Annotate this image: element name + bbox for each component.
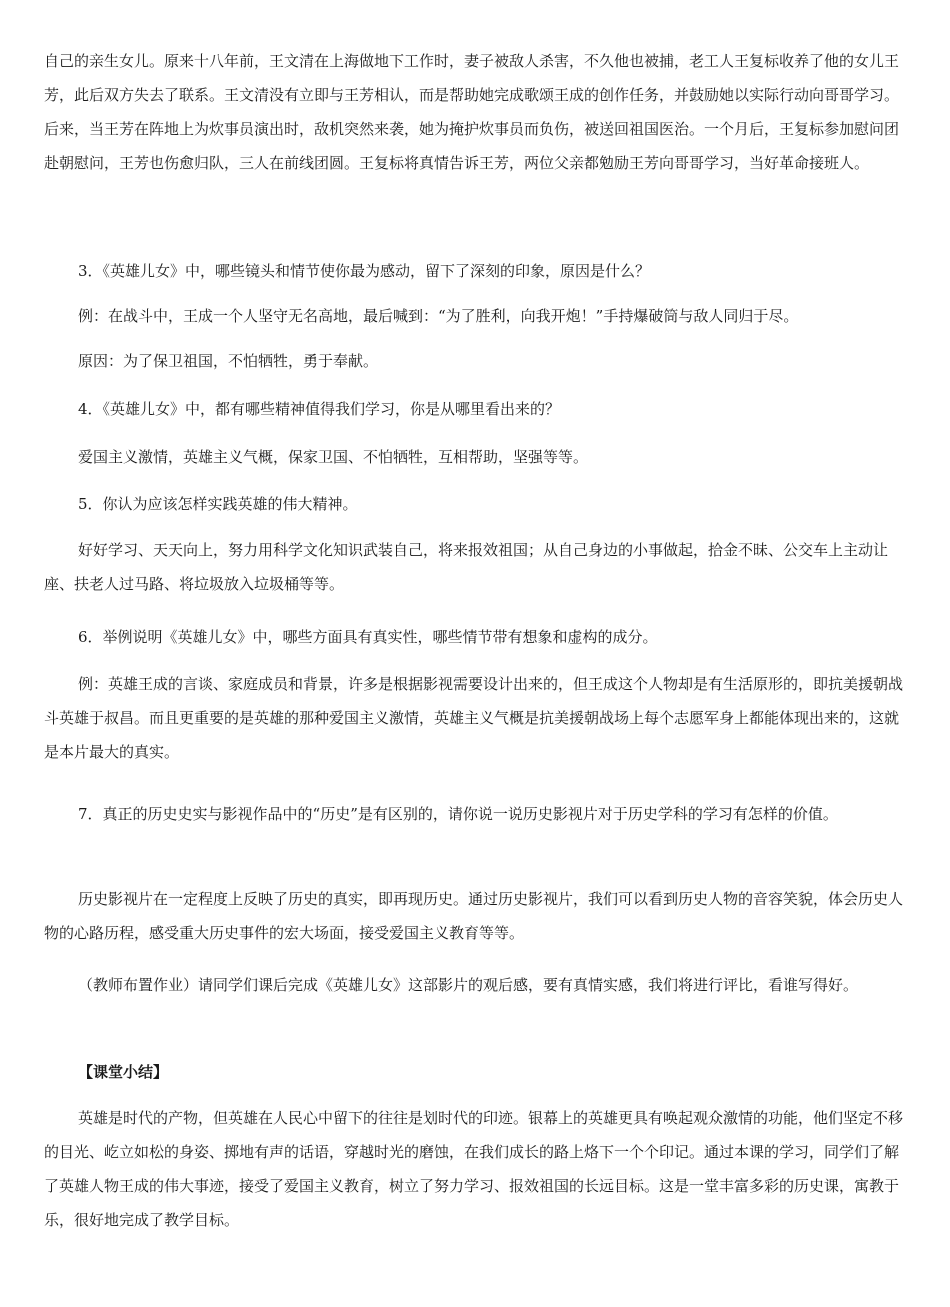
lesson-summary-paragraph: 英雄是时代的产物，但英雄在人民心中留下的往往是划时代的印迹。银幕上的英雄更具有唤起观众激情的功能，他们坚定不移的目光、屹立如松的身姿、掷地有声的话语，穿越时光的磨蚀，在我们成长的路上烙下一个个印记。通过本课的学习，同学们了解了英雄人物王成的伟大事迹，接受了爱国主义教育，树立了努力学习、报效祖国的长远目标。这是一堂丰富多彩的历史课，寓教于乐，很好地完成了教学目标。: [44, 1109, 904, 1229]
answer-3-example: 例：在战斗中，王成一个人坚守无名高地，最后喊到：“为了胜利，向我开炮！”手持爆破筒与敌人同归于尽。: [78, 307, 799, 325]
homework-assignment: （教师布置作业）请同学们课后完成《英雄儿女》这部影片的观后感，要有真情实感，我们将进行评比，看谁写得好。: [78, 976, 859, 994]
question-6: 6．举例说明《英雄儿女》中，哪些方面具有真实性，哪些情节带有想象和虚构的成分。: [78, 628, 658, 646]
question-4: 4．《英雄儿女》中，都有哪些精神值得我们学习，你是从哪里看出来的？: [78, 400, 561, 418]
question-5: 5．你认为应该怎样实践英雄的伟大精神。: [78, 495, 358, 513]
answer-4: 爱国主义激情，英雄主义气概，保家卫国、不怕牺牲，互相帮助，坚强等等。: [78, 448, 589, 466]
answer-5: 好好学习、天天向上，努力用科学文化知识武装自己，将来报效祖国；从自己身边的小事做起，拾金不昧、公交车上主动让座、扶老人过马路、将垃圾放入垃圾桶等等。: [44, 541, 889, 593]
answer-7: 历史影视片在一定程度上反映了历史的真实，即再现历史。通过历史影视片，我们可以看到历史人物的音容笑貌，体会历史人物的心路历程，感受重大历史事件的宏大场面，接受爱国主义教育等等。: [44, 890, 904, 942]
answer-3-reason: 原因：为了保卫祖国，不怕牺牲，勇于奉献。: [78, 352, 379, 370]
question-7: 7．真正的历史史实与影视作品中的“历史”是有区别的，请你说一说历史影视片对于历史学科的学习有怎样的价值。: [78, 805, 838, 823]
lesson-summary-heading: 【课堂小结】: [78, 1063, 169, 1081]
question-3: 3．《英雄儿女》中，哪些镜头和情节使你最为感动，留下了深刻的印象，原因是什么？: [78, 262, 651, 280]
story-summary-paragraph: 自己的亲生女儿。原来十八年前，王文清在上海做地下工作时，妻子被敌人杀害，不久他也被捕，老工人王复标收养了他的女儿王芳，此后双方失去了联系。王文清没有立即与王芳相认，而是帮助她完成歌颂王成的创作任务，并鼓励她以实际行动向哥哥学习。后来，当王芳在阵地上为炊事员演出时，敌机突然来袭，她为掩护炊事员而负伤，被送回祖国医治。一个月后，王复标参加慰问团赴朝慰问，王芳也伤愈归队，三人在前线团圆。王复标将真情告诉王芳，两位父亲都勉励王芳向哥哥学习，当好革命接班人。: [44, 52, 900, 172]
answer-6: 例：英雄王成的言谈、家庭成员和背景，许多是根据影视需要设计出来的，但王成这个人物却是有生活原形的，即抗美援朝战斗英雄于叔昌。而且更重要的是英雄的那种爱国主义激情，英雄主义气概是抗美援朝战场上每个志愿军身上都能体现出来的，这就是本片最大的真实。: [44, 675, 904, 761]
